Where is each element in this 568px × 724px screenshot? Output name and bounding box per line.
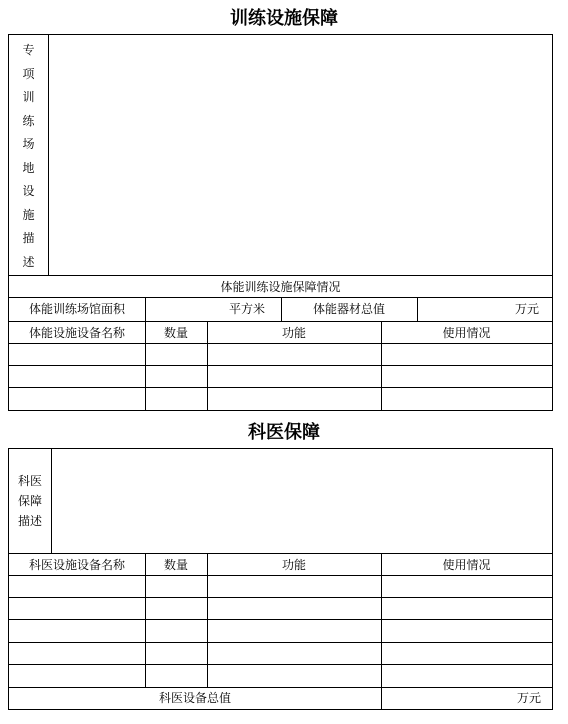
medical-support-table: [8, 448, 553, 710]
vertical-label-char: 施: [22, 207, 35, 222]
vertical-label-char: 训: [22, 90, 35, 104]
vertical-label-char: 场: [22, 137, 35, 151]
vertical-label-char: 项: [22, 66, 35, 81]
vertical-label-char: 专: [22, 43, 35, 57]
col-header-function: 功能: [281, 326, 306, 340]
col-header-usage: 使用情况: [442, 558, 491, 572]
col-header-equipment-name: 科医设施设备名称: [28, 558, 125, 572]
venue-area-label: 体能训练场馆面积: [28, 302, 125, 316]
col-header-equipment-name: 体能设施设备名称: [28, 326, 125, 340]
vertical-label-char: 描述: [17, 514, 42, 528]
table-row[interactable]: [9, 576, 552, 597]
medical-equipment-total-unit: 万元: [517, 691, 542, 705]
medical-support-description-field[interactable]: [52, 449, 552, 553]
special-training-venue-description-label: [9, 39, 48, 274]
medical-equipment-total-label: 科医设备总值: [158, 691, 231, 705]
table-row[interactable]: [9, 620, 552, 642]
training-facilities-table: [8, 34, 553, 411]
medical-support-title: 科医保障: [248, 422, 320, 443]
medical-support-description-label: [9, 471, 51, 531]
fitness-facilities-header: 体能训练设施保障情况: [220, 280, 341, 294]
vertical-label-char: 保障: [17, 494, 42, 508]
medical-equipment-total-field[interactable]: [382, 688, 512, 709]
table-row[interactable]: [9, 665, 552, 687]
venue-area-unit: 平方米: [229, 302, 266, 316]
col-header-quantity: 数量: [163, 558, 188, 572]
col-header-usage: 使用情况: [442, 326, 491, 340]
row-divider: [9, 321, 552, 322]
equipment-total-field[interactable]: [418, 298, 513, 321]
vertical-label-char: 描: [22, 231, 35, 245]
training-facilities-title: 训练设施保障: [230, 8, 338, 29]
table-row[interactable]: [9, 366, 552, 387]
equipment-total-label: 体能器材总值: [312, 302, 385, 316]
vertical-label-char: 述: [22, 254, 35, 269]
col-header-function: 功能: [281, 558, 306, 572]
vertical-label-char: 科医: [17, 474, 42, 488]
col-header-quantity: 数量: [163, 326, 188, 340]
table-row[interactable]: [9, 598, 552, 619]
vertical-label-char: 地: [22, 160, 35, 175]
row-divider: [9, 553, 552, 554]
table-row[interactable]: [9, 344, 552, 365]
table-row[interactable]: [9, 643, 552, 664]
vertical-label-char: 设: [22, 184, 35, 198]
vertical-label-char: 练: [22, 113, 35, 128]
venue-area-field[interactable]: [146, 298, 226, 321]
row-divider: [9, 275, 552, 276]
special-training-venue-description-field[interactable]: [49, 35, 552, 275]
equipment-total-unit: 万元: [515, 302, 540, 316]
table-row[interactable]: [9, 388, 552, 410]
